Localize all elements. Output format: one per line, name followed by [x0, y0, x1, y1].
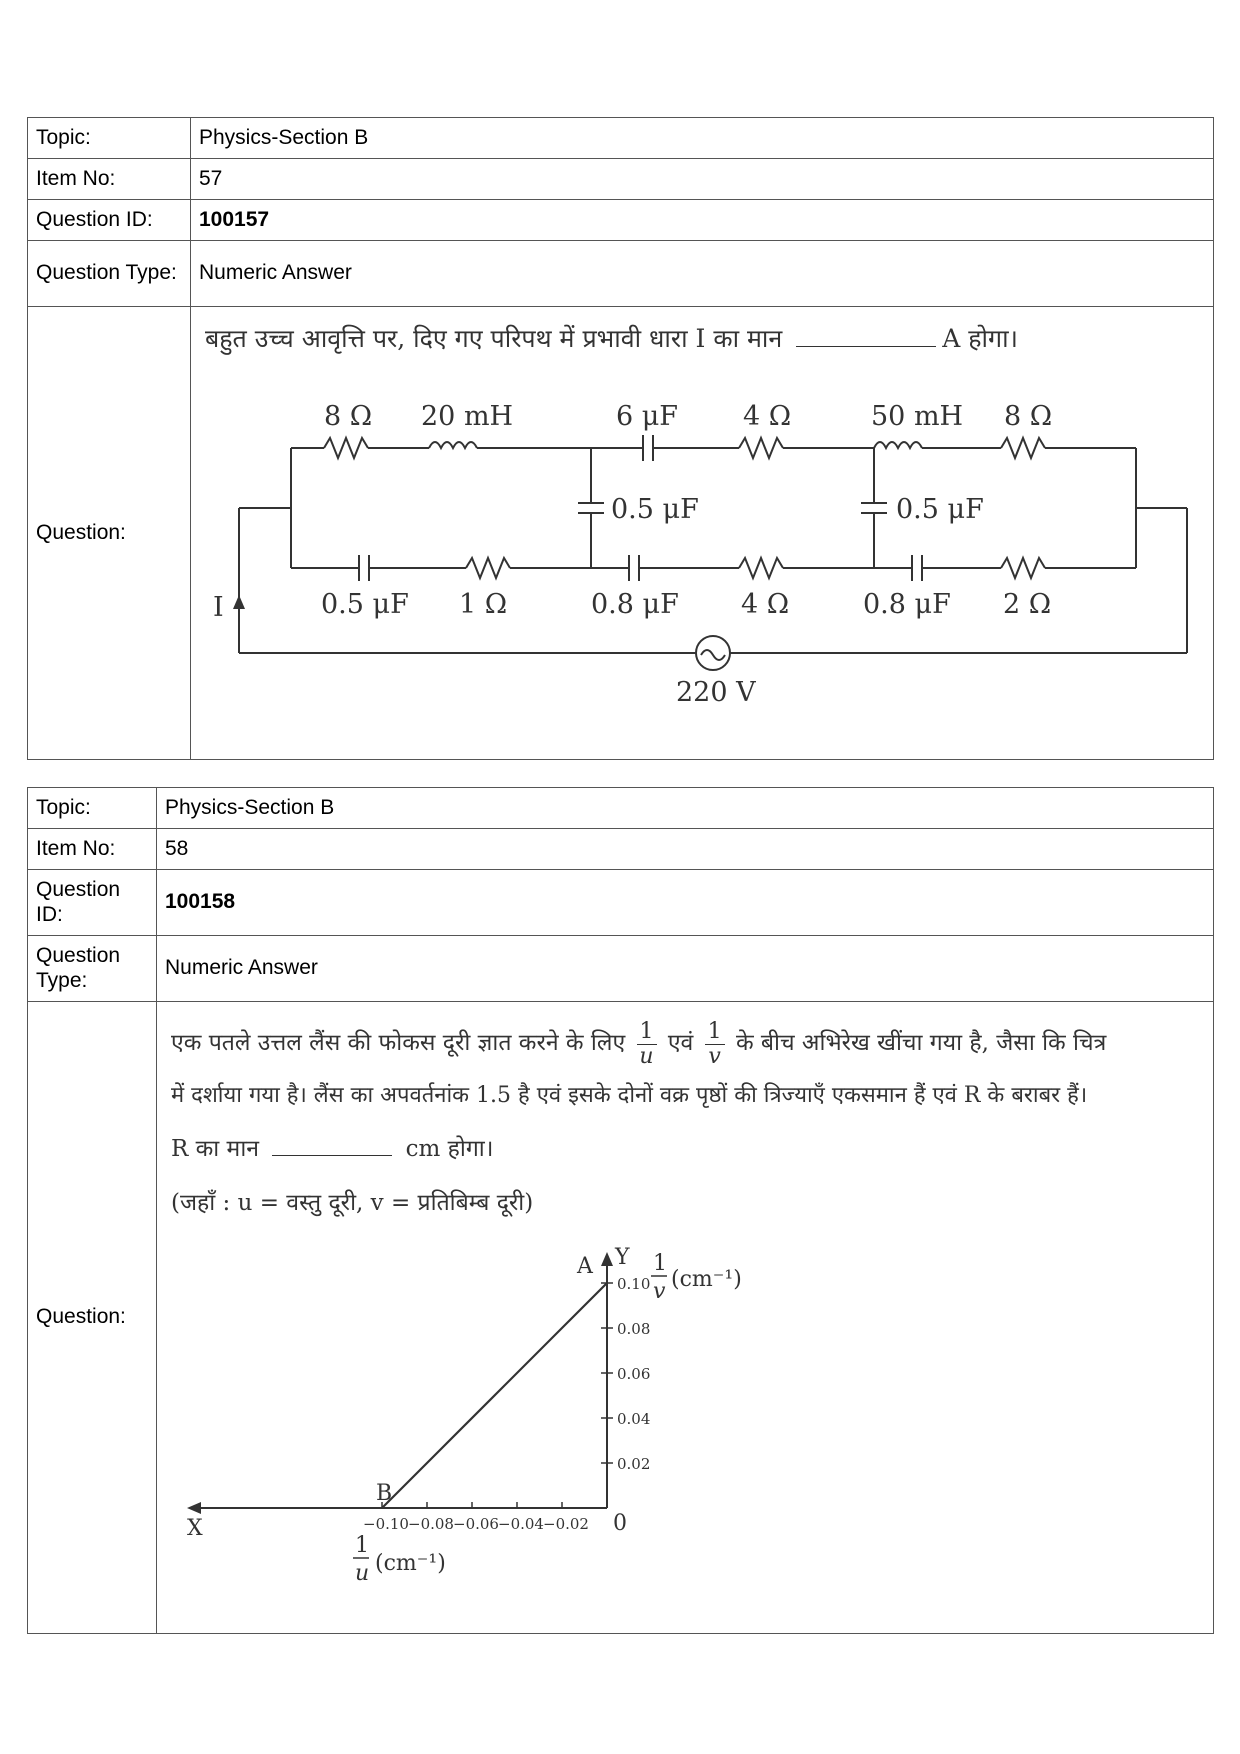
x-tick-label: −0.06 [453, 1514, 499, 1533]
question-body [191, 307, 1214, 760]
point-label-a: A [577, 1253, 593, 1279]
circuit-diagram [191, 363, 1211, 733]
label-bot-r2: 4 Ω [741, 588, 790, 620]
fraction-1-over-v [705, 1020, 725, 1067]
y-tick-label: 0.10 [617, 1274, 651, 1293]
fraction-numerator: 1 [637, 1020, 657, 1044]
question-line-3b: cm होगा। [405, 1135, 494, 1162]
question-type-label: Question Type: [28, 241, 191, 307]
question-line-1 [171, 1016, 1199, 1070]
question-id-label: Question ID: [28, 200, 191, 241]
label-bot-r3: 2 Ω [1003, 588, 1052, 620]
fraction-1-over-u [637, 1020, 657, 1067]
x-tick-label: −0.04 [498, 1514, 544, 1533]
question-58-table [27, 787, 1214, 1634]
label-top-l2: 50 mH [871, 400, 964, 432]
resistor-top-1 [324, 438, 368, 458]
label-top-r1: 8 Ω [324, 400, 373, 432]
question-label: Question: [28, 1002, 157, 1634]
y-label-unit: (cm⁻¹) [671, 1266, 742, 1292]
x-tick-label: −0.08 [408, 1514, 454, 1533]
fraction-denominator: u [639, 1043, 654, 1069]
x-label-den: u [355, 1560, 370, 1586]
label-top-l1: 20 mH [421, 400, 514, 432]
label-mid-c1: 0.5 μF [611, 493, 699, 525]
answer-blank [796, 321, 936, 347]
label-bot-r1: 1 Ω [459, 588, 508, 620]
fraction-denominator: v [708, 1043, 721, 1069]
x-axis-arrow [187, 1502, 201, 1514]
question-label: Question: [28, 307, 191, 760]
y-label-num: 1 [653, 1250, 667, 1276]
y-tick-label: 0.02 [617, 1454, 651, 1473]
topic-value: Physics-Section B [157, 788, 1214, 829]
question-text [157, 1002, 1213, 1230]
question-id-value: 100157 [191, 200, 1214, 241]
question-line-4: (जहाँ : u = वस्तु दूरी, v = प्रतिबिम्ब दूरी) [171, 1189, 534, 1216]
origin-label: 0 [613, 1510, 627, 1536]
ac-source [696, 636, 730, 670]
topic-label: Topic: [28, 788, 157, 829]
label-current: I [213, 591, 224, 623]
topic-label: Topic: [28, 118, 191, 159]
inductor-top-2 [874, 442, 922, 448]
fraction-numerator: 1 [705, 1020, 725, 1044]
label-bot-c1: 0.5 μF [321, 588, 409, 620]
question-line-1a: एक पतले उत्तल लैंस की फोकस दूरी ज्ञात करने के लिए [171, 1030, 626, 1056]
label-bot-c2: 0.8 μF [591, 588, 679, 620]
question-body [157, 1002, 1214, 1634]
current-arrow [233, 595, 245, 609]
graph-1u-vs-1v [167, 1230, 787, 1590]
x-axis-name: X [187, 1515, 203, 1541]
question-type-label: Question Type: [28, 936, 157, 1002]
resistor-bot-2 [739, 558, 783, 578]
label-top-c1: 6 μF [616, 400, 679, 432]
question-line-3a: R का मान [171, 1135, 260, 1162]
question-id-value: 100158 [157, 870, 1214, 936]
resistor-bot-1 [466, 558, 510, 578]
x-label-num: 1 [355, 1532, 369, 1558]
y-axis-arrow [601, 1252, 613, 1266]
item-no-label: Item No: [28, 159, 191, 200]
resistor-top-2 [739, 438, 783, 458]
question-text [191, 307, 1213, 363]
answer-blank [272, 1132, 392, 1156]
series-line-ab [382, 1283, 607, 1508]
x-label-unit: (cm⁻¹) [375, 1550, 446, 1576]
point-label-b: B [376, 1480, 393, 1506]
resistor-top-3 [1001, 438, 1045, 458]
y-tick-label: 0.04 [617, 1409, 651, 1428]
x-tick-label: −0.10 [363, 1514, 409, 1533]
y-label-den: v [653, 1278, 666, 1304]
x-tick-label: −0.02 [543, 1514, 589, 1533]
question-text-part2: A होगा। [942, 324, 1019, 353]
question-line-2: में दर्शाया गया है। लैंस का अपवर्तनांक 1.5 है एवं इसके दोनों वक्र पृष्ठों की त्रिज्याएँ एकसमान हैं एवं R के बराबर हैं। [171, 1083, 1088, 1109]
question-type-value: Numeric Answer [191, 241, 1214, 307]
inductor-top-1 [429, 442, 477, 448]
resistor-bot-3 [1001, 558, 1045, 578]
y-tick-label: 0.06 [617, 1364, 651, 1383]
question-line-1b: के बीच अभिरेख खींचा गया है, जैसा कि चित्र [735, 1030, 1107, 1056]
question-line-1-and: एवं [667, 1030, 694, 1056]
y-tick-label: 0.08 [617, 1319, 651, 1338]
label-top-r3: 8 Ω [1004, 400, 1053, 432]
question-id-label: Question ID: [28, 870, 157, 936]
question-57-table [27, 117, 1214, 760]
label-bot-c3: 0.8 μF [863, 588, 951, 620]
item-no-value: 57 [191, 159, 1214, 200]
label-top-r2: 4 Ω [743, 400, 792, 432]
label-mid-c2: 0.5 μF [896, 493, 984, 525]
topic-value: Physics-Section B [191, 118, 1214, 159]
item-no-label: Item No: [28, 829, 157, 870]
item-no-value: 58 [157, 829, 1214, 870]
y-axis-name: Y [615, 1244, 630, 1270]
question-text-part1: बहुत उच्च आवृत्ति पर, दिए गए परिपथ में प्रभावी धारा I का मान [205, 324, 783, 353]
question-line-3 [171, 1122, 1199, 1176]
question-type-value: Numeric Answer [157, 936, 1214, 1002]
label-source: 220 V [676, 676, 756, 708]
